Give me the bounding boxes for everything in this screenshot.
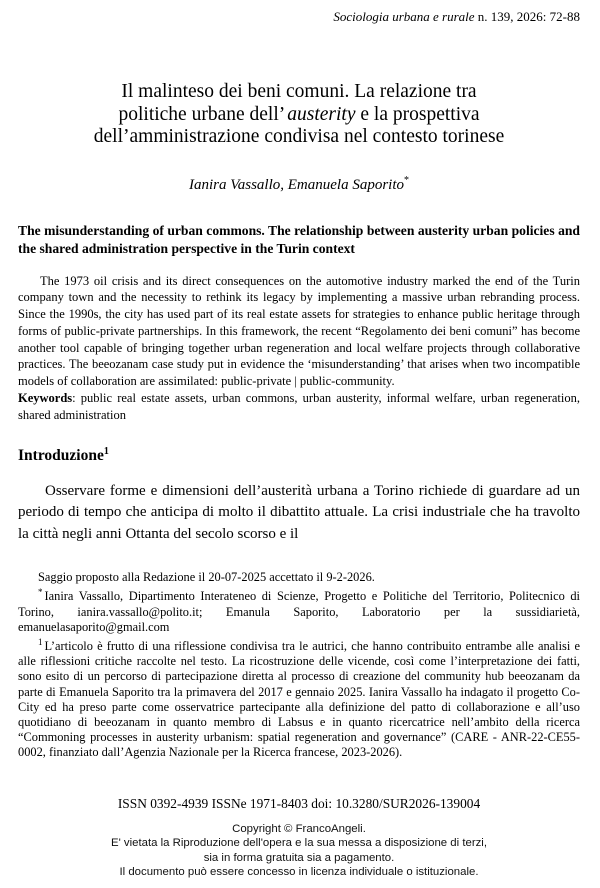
article-title-line2-pre: politiche urbane dell’	[118, 103, 286, 125]
journal-header	[18, 0, 580, 25]
footnote-affiliation-mark: *	[38, 587, 43, 598]
abstract-text: The 1973 oil crisis and its direct consequences on the automotive industry marked the end of the Turin company town and the necessity to rethink its legacy by implementing a massive urban rebranding process. Since the 1990s, the city has used part of its real estate assets for strategies to enhance public heritage through forms of public-private partnerships. In this framework, the recent “Regolamento dei beni comuni” has become another tool capable of bringing together urban regeneration and local welfare projects through collaborative practices. The beeozanam case study put in evidence the ‘misunderstanding’ that arises when two incompatible models of collaboration are assimilated: public-private | public-community.	[18, 273, 580, 389]
footnote-submission: Saggio proposto alla Redazione il 20-07-2025 accettato il 9-2-2026.	[38, 570, 375, 584]
article-title-austerity-italic: austerity	[287, 103, 356, 125]
copyright-line2: E' vietata la Riproduzione dell'opera e la sua messa a disposizione di terzi,	[110, 837, 488, 850]
author-footnote-mark: *	[404, 174, 409, 186]
keywords-text: : public real estate assets, urban commons, urban austerity, informal welfare, urban regeneration, shared administration	[18, 391, 580, 422]
footnote-affiliation	[18, 585, 580, 635]
footnote-1-text: L’articolo è frutto di una riflessione condivisa tra le autrici, che hanno contribuito entrambe alle analisi e alle riflessioni critiche raccolte nel testo. La ricostruzione delle vicende, così come l’interpretazione dei fatti, sono esito di un percorso di partecipazione diretta al processo di creazione del community hub beeozanam da parte di Emanuela Saporito tra la primavera del 2017 e gennaio 2025. Ianira Vassallo ha indagato il progetto Co-City ed ha preso parte come osservatrice partecipante alla definizione del patto di collaborazione e all’uso quotidiano di beeozanam in quanto membro di Labsus e in quanto ricercatrice nell’ambito della ricerca “Commoning processes in austerity urbanism: spatial regeneration and governance” (CARE - ANR-22-CE55-0002, finanziato dall’Agenzia Nazionale per la Ricerca francese, 2023-2026).	[18, 639, 580, 760]
abstract-heading-en: The misunderstanding of urban commons. The relationship between austerity urban policies and the shared administration perspective in the Turin context	[18, 222, 580, 256]
article-title-line3: dell’amministrazione condivisa nel contesto torinese	[93, 126, 505, 147]
journal-title: Sociologia urbana e rurale	[333, 9, 475, 24]
section-heading-footnote-mark: 1	[103, 445, 109, 457]
copyright-line4: Il documento può essere concesso in licenza individuale o istituzionale.	[119, 865, 479, 878]
article-title	[18, 81, 580, 149]
section-heading-text: Introduzione	[18, 446, 104, 464]
authors-line	[18, 172, 580, 194]
intro-paragraph: Osservare forme e dimensioni dell’austerità urbana a Torino richiede di guardare ad un periodo di tempo che anticipa di molto il dibattito attuale. La crisi industriale che ha travolto la città negli anni Ottanta del secolo scorso e il	[18, 482, 580, 542]
footnote-1-mark: 1	[38, 636, 43, 647]
article-title-line1: Il malinteso dei beni comuni. La relazione tra	[121, 81, 477, 102]
abstract-body	[18, 273, 580, 424]
keywords-label: Keywords	[18, 391, 73, 406]
footnotes-block	[18, 570, 580, 761]
copyright-line1: Copyright © FrancoAngeli.	[232, 823, 366, 835]
section-heading-introduzione	[18, 442, 580, 465]
copyright-line3: sia in forma gratuita sia a pagamento.	[203, 851, 395, 864]
author-names: Ianira Vassallo, Emanuela Saporito	[188, 176, 404, 193]
copyright-block	[18, 822, 580, 879]
journal-issue-info: n. 139, 2026: 72-88	[474, 9, 580, 24]
article-title-line2-post: e la prospettiva	[355, 103, 480, 125]
footnote-1	[18, 635, 580, 761]
issn-doi-line: ISSN 0392-4939 ISSNe 1971-8403 doi: 10.3280/SUR2026-139004	[117, 796, 481, 811]
footnote-affiliation-text: Ianira Vassallo, Dipartimento Interateneo di Scienze, Progetto e Politiche del Territorio, Politecnico di Torino, ianira.vassallo@polito.it; Emanula Saporito, Laboratorio per la sussidiarietà, emanuelasaporito@gmail.com	[18, 589, 580, 634]
